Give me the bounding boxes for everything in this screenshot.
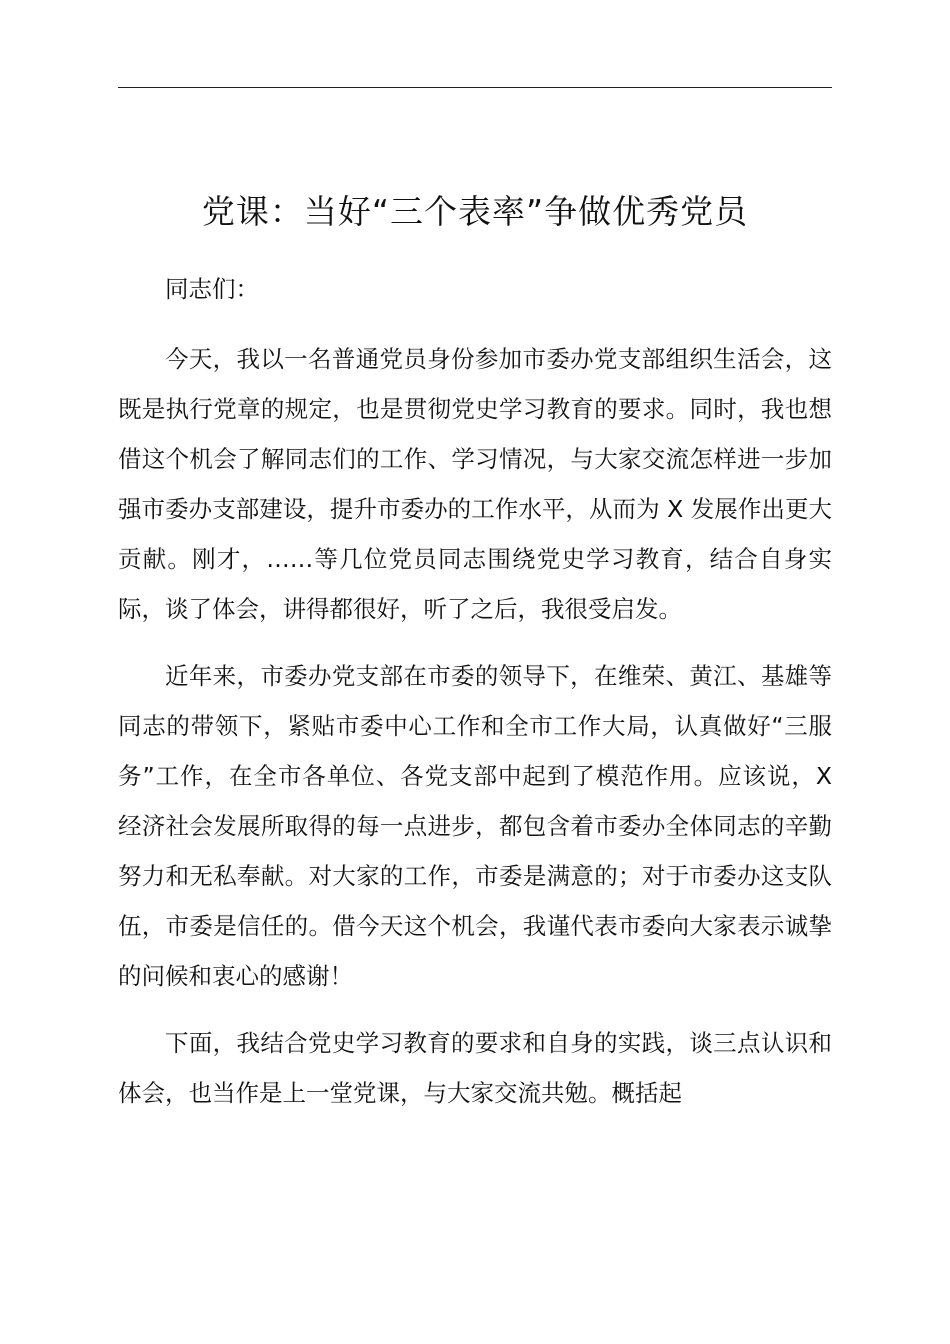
header-rule [118, 87, 832, 88]
paragraph-1: 今天，我以一名普通党员身份参加市委办党支部组织生活会，这既是执行党章的规定，也是贯彻党史学习教育的要求。同时，我也想借这个机会了解同志们的工作、学习情况，与大家交流怎样进一步加强市委办支部建设，提升市委办的工作水平，从而为 X 发展作出更大贡献。刚才，……等几位党员同志围绕党史学习教育，结合自身实际，谈了体会，讲得都很好，听了之后，我很受启发。 [118, 345, 832, 623]
salutation: 同志们： [165, 275, 259, 303]
paragraph-3: 下面，我结合党史学习教育的要求和自身的实践，谈三点认识和体会，也当作是上一堂党课，与大家交流共勉。概括起 [118, 1029, 832, 1107]
document-body [118, 264, 832, 1135]
document-title: 党课：当好“三个表率”争做优秀党员 [201, 192, 749, 231]
paragraph-2: 近年来，市委办党支部在市委的领导下，在维荣、黄江、基雄等同志的带领下，紧贴市委中心工作和全市工作大局，认真做好“三服务”工作，在全市各单位、各党支部中起到了模范作用。应该说，X 经济社会发展所取得的每一点进步，都包含着市委办全体同志的辛勤努力和无私奉献。对大家的工作，市委是满意的；对于市委办这支队伍，市委是信任的。借今天这个机会，我谨代表市委向大家表示诚挚的问候和衷心的感谢！ [118, 662, 832, 990]
